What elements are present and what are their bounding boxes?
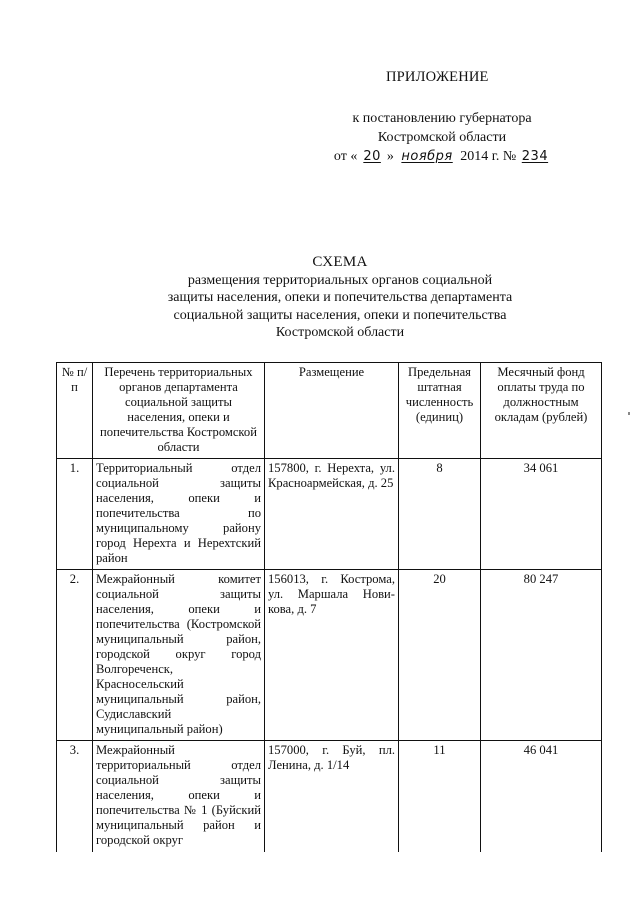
row-organ-name: Межрайонный комитет социальной защиты населения, опеки и попечительства (Костромской муниципальный район, городской округ город Волгореченск, Красносельский муниципальный район, Судиславский муниципальный район) bbox=[93, 570, 265, 741]
row-organ-name: Территориальный отдел социальной защиты населения, опеки и попечительства по муниципальному району город Нерехта и Нерехтский район bbox=[93, 459, 265, 570]
date-day: 20 bbox=[363, 149, 381, 164]
resolution-line-1: к постановлению губернатора bbox=[352, 111, 532, 126]
table-row bbox=[57, 459, 602, 570]
row-monthly-fund: 34 061 bbox=[481, 459, 602, 570]
scan-speck bbox=[628, 412, 630, 415]
appendix-title: ПРИЛОЖЕНИЕ bbox=[386, 69, 489, 85]
header-organ-name: Перечень территориальных органов департамента социальной защиты населения, опеки и попечительства Костромской области bbox=[93, 363, 265, 459]
scheme-title-block bbox=[120, 254, 560, 342]
table-header-row bbox=[57, 363, 602, 459]
row-address: 157000, г. Буй, пл. Ленина, д. 1/14 bbox=[265, 741, 399, 853]
row-number: 3. bbox=[57, 741, 93, 853]
header-staff-limit: Предельная штатная численность (единиц) bbox=[399, 363, 481, 459]
scheme-subtitle-line-1: размещения территориальных органов социальной bbox=[187, 272, 493, 288]
row-address: 157800, г. Нерехта, ул. Красноармейская, д. 25 bbox=[265, 459, 399, 570]
row-organ-name: Межрайонный территориальный отдел социальной защиты населения, опеки и попечительства № 1 (Буйский муниципальный район и городской округ bbox=[93, 741, 265, 853]
resolution-number: 234 bbox=[521, 149, 549, 164]
resolution-date-line bbox=[318, 147, 566, 166]
row-number: 2. bbox=[57, 570, 93, 741]
resolution-reference bbox=[318, 109, 566, 166]
row-number: 1. bbox=[57, 459, 93, 570]
row-address: 156013, г. Кострома, ул. Маршала Нови-кова, д. 7 bbox=[265, 570, 399, 741]
header-number: № п/п bbox=[57, 363, 93, 459]
table-row bbox=[57, 741, 602, 853]
row-monthly-fund: 46 041 bbox=[481, 741, 602, 853]
row-staff-limit: 11 bbox=[399, 741, 481, 853]
date-mid: » bbox=[386, 149, 394, 164]
scheme-subtitle-line-4: Костромской области bbox=[275, 325, 405, 340]
resolution-line-2: Костромской области bbox=[377, 130, 507, 145]
table-row bbox=[57, 570, 602, 741]
header-address: Размещение bbox=[265, 363, 399, 459]
scheme-subtitle-line-3: социальной защиты населения, опеки и попечительства bbox=[173, 307, 507, 323]
scheme-subtitle-line-2: защиты населения, опеки и попечительства департамента bbox=[167, 290, 513, 305]
date-prefix: от « bbox=[333, 149, 358, 164]
scheme-title: СХЕМА bbox=[312, 254, 368, 270]
row-staff-limit: 20 bbox=[399, 570, 481, 741]
date-year: 2014 г. № bbox=[460, 149, 517, 164]
organs-table bbox=[56, 362, 602, 852]
date-month: ноября bbox=[401, 149, 453, 164]
header-monthly-fund: Месячный фонд оплаты труда по должностным окладам (рублей) bbox=[481, 363, 602, 459]
row-monthly-fund: 80 247 bbox=[481, 570, 602, 741]
row-staff-limit: 8 bbox=[399, 459, 481, 570]
